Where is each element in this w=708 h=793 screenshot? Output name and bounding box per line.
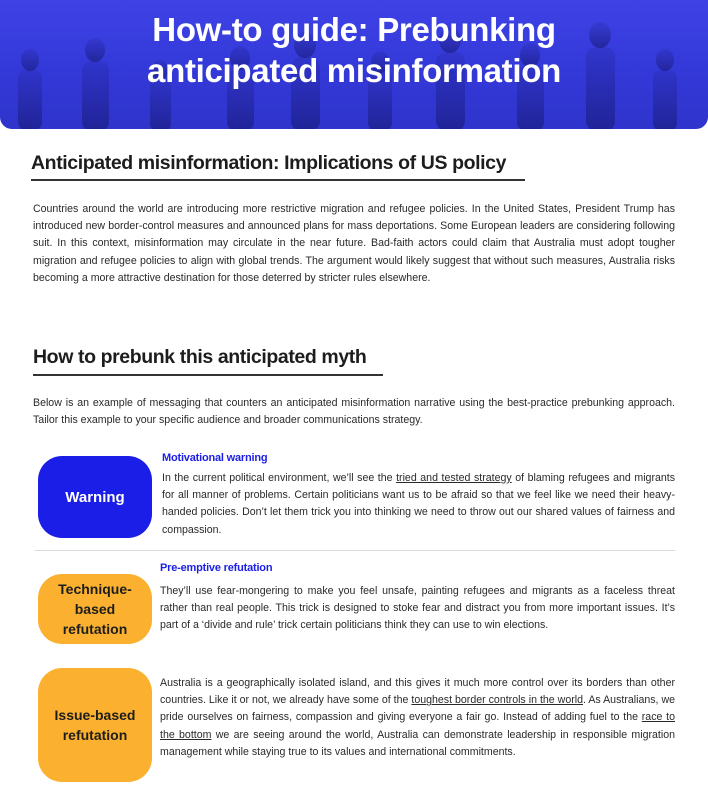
warning-pill-label: Warning <box>65 488 125 506</box>
technique-pill-line-1: Technique- <box>58 581 132 597</box>
issue-text-part-2: . As Australians, we pride ourselves on fairness, compassion and giving everyone a fair go. Instead of adding fuel to the <box>160 694 675 724</box>
technique-paragraph: They’ll use fear-mongering to make you feel unsafe, painting refugees and migrants as a faceless threat rather than real people. This trick is designed to stoke fear and distract you from more important issues. It’s part of a ‘divide and rule’ trick certain politicians think they can use to win elections. <box>160 585 675 632</box>
page-title <box>0 9 708 91</box>
tried-and-tested-strategy-link[interactable]: tried and tested strategy <box>396 472 512 484</box>
toughest-border-controls-link[interactable]: toughest border controls in the world <box>411 694 583 707</box>
pre-emptive-refutation-title: Pre-emptive refutation <box>160 562 273 574</box>
implications-paragraph: Countries around the world are introducing more restrictive migration and refugee policies. In the United States, President Trump has introduced new border-control measures and announced plans for mass deportations. Some European leaders are considering following suit. In this context, misinformation may circulate in the near future. Bad-faith actors could claim that Australia must adopt tougher migration and refugee policies to align with global trends. The argument would likely suggest that without such measures, Australia risks becoming a more attractive destination for those deterred by stricter rules elsewhere. <box>33 203 675 284</box>
page-title-line-1: How-to guide: Prebunking <box>152 11 556 48</box>
heading-underline <box>33 374 383 376</box>
warning-pill <box>38 456 152 538</box>
issue-paragraph <box>160 675 675 761</box>
section-heading-implications: Anticipated misinformation: Implications of US policy <box>31 152 507 174</box>
issue-based-refutation-pill <box>38 668 152 782</box>
technique-pill-line-2: based <box>74 601 116 617</box>
prebunk-intro-paragraph: Below is an example of messaging that counters an anticipated misinformation narrative using the best-practice prebunking approach. Tailor this example to your specific audience and broader communications strategy. <box>33 397 675 427</box>
technique-based-refutation-pill <box>38 574 152 644</box>
warning-paragraph <box>162 470 675 539</box>
page-title-line-2: anticipated misinformation <box>147 52 561 89</box>
section-divider <box>35 550 675 551</box>
race-to-the-bottom-link[interactable]: race to the bottom <box>160 711 676 741</box>
header-banner <box>0 0 708 129</box>
issue-pill-line-2: refutation <box>62 727 128 743</box>
section-heading-prebunk: How to prebunk this anticipated myth <box>33 346 367 368</box>
warning-text-part-2: of blaming refugees and migrants for all manner of problems. Certain politicians want us to be afraid so that we feel like we need their heavy-handed policies. Don’t let them trick you into thinking we need to throw out our shared values of fairness and compassion. <box>162 472 675 536</box>
technique-pill-line-3: refutation <box>62 621 128 637</box>
issue-pill-line-1: Issue-based <box>54 707 136 723</box>
issue-text-part-3: we are seeing around the world, Australia can demonstrate leadership in responsible migration management while staying true to its values and international commitments. <box>160 728 676 758</box>
heading-underline <box>31 179 525 181</box>
warning-text-part-1: In the current political environment, we’ll see the <box>162 472 397 484</box>
issue-text-part-1: Australia is a geographically isolated island, and this gives it much more control over its borders than other countries. Like it or not, we already have some of the <box>160 677 675 707</box>
motivational-warning-title: Motivational warning <box>162 452 268 464</box>
